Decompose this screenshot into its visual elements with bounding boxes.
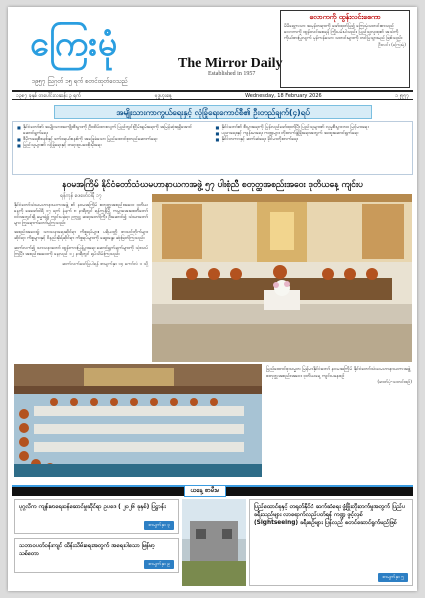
teaser-photo — [182, 499, 246, 586]
objectives-left-list — [17, 125, 210, 171]
article-paragraph: နိုင်ငံတော်သံဃမဟာနာယကအဖွဲ့ ၏ နဝမအကြိမ် စတုတ္ထအစည်းအဝေး ဒုတိယနေ့ကို ဖေဖော်ဝါရီ ၁၇ ရက် နံနက် ၈ နာရီတွင် ရန်ကုန်မြို့ ကမ္ဘာအေးစေတီတော် ဝင်းအတွင်းရှိ ဓမ္မာရုံ၌ ကျင်းပခဲ့ရာ ဥက္ကဋ္ဌ ဆရာတော်ကြီး ဦးဆောင်၍ သံဃာတော်များ ကြွရောက်တော်မူကြသည်။ — [14, 203, 148, 227]
weekday-myanmar: ဗုဒ္ဓဟူးနေ့ — [154, 93, 172, 99]
masthead — [8, 7, 417, 89]
english-title: The Mirror Daily — [178, 56, 283, 71]
meeting-hall-illustration — [152, 194, 412, 362]
teaser-title: ပြည်ထောင်စုနှင့် တရုတ်နိုင်ငံ ဆက်ဆံရေး ဖွံ့ဖြိုးတိုးတက်မှုအတွက် ပြည်ပခရီးသည်များ လာရောက်လည်ပတ်ရန် ကဏ္ဍ ဖွင့်လှစ် (Sightseeing) ခရီးစဉ်များ ပြန်လည် စတင်ဆောင်ရွက်မည်ဖြစ် — [254, 504, 406, 527]
slogan-credit: ဦးလင်း (ကြေးမုံ) — [378, 43, 406, 48]
photo-caption-credit: (ဓာတ်ပုံ-သတင်းစဉ်) — [377, 380, 412, 385]
newspaper-page — [8, 7, 417, 591]
masthead-founded-note: ၁၉၅၇ ဩဂုတ် ၁၅ ရက် စတင်ထုတ်ဝေသည် — [32, 78, 128, 85]
teaser-title: ပုဂ္ဂလိက ကျန်းမာရေးဝန်ဆောင်မှုဆိုင်ရာ ဥပဒေ ( ၂၀၂၆ ခုနှစ်) ပြဋ္ဌာန်း — [19, 504, 166, 510]
teaser-page-link[interactable]: စာမျက်နှာ ၅ — [378, 573, 408, 582]
article-continued-note: ဆက်လက်ဖော်ပြပါရန် စာမျက်နှာ ၁၄ ကော်လံ ၁ သို့ — [62, 261, 148, 267]
teaser-building-illustration — [182, 499, 246, 586]
established-note: Established in 1957 — [208, 71, 256, 77]
english-date: Wednesday, 18 February 2026 — [245, 93, 322, 99]
monks-assembly-photo — [14, 364, 262, 477]
myanmar-date: ၁၃၈၇ ခုနှစ် တပေါင်းလဆန်း ၃ ရက် — [16, 93, 82, 99]
council-objectives-headline: အမျိုးသားကာကွယ်ရေးနှင့် လုံခြုံရေးကောင်စီ၏ ဦးတည်ချက်(၄)ရပ် — [54, 105, 372, 119]
teaser-page-link[interactable]: စာမျက်နှာ ၃ — [144, 521, 174, 530]
objectives-box — [12, 121, 413, 175]
teaser-forestry[interactable] — [14, 538, 179, 573]
objective-item: ■ ဒီမိုကရေစီစနစ်နှင့် ဖက်ဒရယ်စနစ်ကို အခြေခံသော ပြည်ထောင်စုတည်ဆောက်ရေး — [17, 137, 210, 143]
objective-item: ■ နိုင်ငံတော်၏ စီးပွားရေးကို ပြန်လည်ဖော်ထုတ်ပြီး ပြည်သူများ၏ လူမှုစီးပွားဘဝ မြင့်မားရေး — [216, 125, 409, 131]
lead-article — [14, 193, 148, 358]
photo-caption — [266, 367, 412, 387]
article-byline: ရန်ကုန် ဖေဖော်ဝါရီ ၁၇ — [60, 193, 102, 199]
teaser-page-link[interactable]: စာမျက်နှာ ၉ — [144, 560, 174, 569]
objective-item: ■ ပညာရေးနှင့် ကျန်းမာရေး ကဏ္ဍများ တိုးတက်ဖွံ့ဖြိုးရေးအတွက် အထူးဆောင်ရွက်ရေး — [216, 131, 409, 137]
teaser-health-law[interactable] — [14, 499, 179, 534]
issue-number: ၁၂၅၅၇ — [395, 93, 409, 99]
slogan-text: မိမိရှေ့ကသာ အမှန်တရားကို ဖော်ထုတ်ပြ၍ ကြေးမုံသတင်းစာသည် လောကကို ထွန်းလင်းစေရန် ကြိုးပမ်းပါသည်။ ပြည်သူလူထု၏ အသံကို ကိုယ်စားပြုလျက် မှန်ကန်သော သတင်းများကို တင်ပြသွားမည် ဖြစ်သည်။ — [284, 24, 403, 41]
section-label: ယနေ့ စာမီးမ — [184, 485, 226, 497]
main-headline: နဝမအကြိမ် နိုင်ငံတော်သံဃမဟာနာယကအဖွဲ့ ၅၇ ပါးစုံညီ စတုတ္ထအစည်းအဝေး ဒုတိယနေ့ ကျင်းပ — [62, 180, 363, 190]
objective-item: ■ နိုင်ငံတကာနှင့် ဆက်ဆံရေး ခိုင်မာတိုးတက်ရေး — [216, 137, 409, 143]
teaser-tourism[interactable] — [249, 499, 413, 586]
objective-item: ■ နိုင်ငံတော်၏ အမျိုးသားအကျိုးစီးပွားကို ဦးထိပ်ထားလျက် ပြည်တွင်းငြိမ်းချမ်းရေးကို အမြန်ဆုံးရရှိအောင် ဆောင်ရွက်ရေး — [17, 125, 210, 137]
teaser-title: သဘာဝပတ်ဝန်းကျင် ထိန်းသိမ်းရေးအတွက် အရေးပါသော မြန်မာ့သစ်တော — [19, 543, 155, 558]
meeting-hall-photo — [152, 194, 412, 362]
objectives-right-list — [216, 125, 409, 171]
monks-assembly-illustration — [14, 364, 262, 477]
dateline — [12, 90, 413, 100]
masthead-logo: ကြေးမုံ — [30, 24, 119, 64]
objective-item: ■ ပြည်သူများ၏ လုံခြုံရေးနှင့် တရားဥပဒေစိုးမိုးရေး — [17, 143, 210, 149]
slogan-box — [280, 10, 410, 88]
article-paragraph: ဆက်လက်၍ သာသနာတော် ထွန်းကားပြန့်ပွားရေး ဆောင်ရွက်ချက်များကို သုံးသပ်ကြပြီး အစည်းအဝေးကို နေ့လည် ၁၂ နာရီတွင် ရုပ်သိမ်းကြသည်။ — [14, 245, 148, 257]
photo-caption-text: ပြည်ထောင်စုသမ္မတ မြန်မာနိုင်ငံတော် နဝမအကြိမ် နိုင်ငံတော်သံဃမဟာနာယကအဖွဲ့ စတုတ္ထအစည်းအဝေး ဒုတိယနေ့ ကျင်းပနေစဉ် — [266, 367, 411, 379]
slogan-title: လောကကို ထွန်းလင်းစေကာ — [309, 13, 381, 21]
article-paragraph: အစည်းအဝေး၌ သာသနာရေးဆိုင်ရာ ကိစ္စရပ်များ၊ ပရိယတ္တိ စာသင်တိုက်များ ဆိုင်ရာ ကိစ္စများနှင့် ဝိနည်းဓိုရ်ဆိုင်ရာ ကိစ္စရပ်များကို ဆွေးနွေး ဆုံးဖြတ်ကြသည်။ — [14, 230, 148, 242]
